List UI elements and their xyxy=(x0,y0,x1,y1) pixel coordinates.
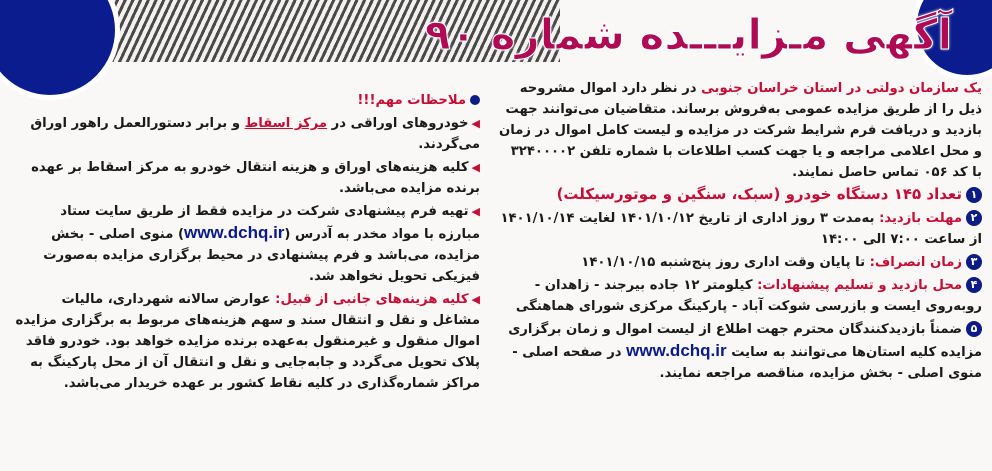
note-text: خودروهای اوراقی در xyxy=(327,116,469,131)
item-label: محل بازدید و تسلیم پیشنهادات: xyxy=(757,278,962,293)
note-text: ) منوی اصلی - بخش مزایده، می‌باشد و فرم پیشنهادی در محیط برگزاری مزایده به‌صورت فیزیکی تحویل نخواهد شد. xyxy=(43,227,480,284)
item-label: مهلت بازدید: xyxy=(879,211,962,226)
triangle-bullet-icon: ◀ xyxy=(471,117,480,130)
item-label: زمان انصراف: xyxy=(869,255,962,270)
decorative-circle-left xyxy=(0,0,120,100)
intro-org: یک سازمان دولتی در استان خراسان جنوبی xyxy=(701,81,982,96)
item-number: ۱ xyxy=(966,187,982,203)
item-number: ۲ xyxy=(966,210,982,226)
item-text: ضمناً بازدیدکنندگان محترم جهت اطلاع از لیست اموال و زمان برگزاری مزایده کلیه استان‌ها می‌توانند به سایت xyxy=(508,322,982,360)
list-item-1 xyxy=(497,184,982,206)
triangle-bullet-icon: ◀ xyxy=(471,205,480,218)
intro-paragraph xyxy=(497,78,982,183)
note-1 xyxy=(15,113,480,155)
right-column xyxy=(497,78,982,386)
website-link[interactable]: www.dchq.ir xyxy=(183,223,285,242)
item-number: ۴ xyxy=(966,277,982,293)
header-banner xyxy=(0,0,992,70)
item-number: ۵ xyxy=(966,321,982,337)
notes-heading xyxy=(15,90,480,111)
item-number: ۳ xyxy=(966,254,982,270)
bullet-icon xyxy=(470,95,480,105)
note-2 xyxy=(15,157,480,199)
intro-text: در نظر دارد اموال مشروحه ذیل را از طریق مزایده عمومی به‌فروش برساند. متقاضیان می‌توانند جهت بازدید و دریافت فرم شرایط شرکت در مزایده و لیست کامل اموال در زمان و محل اعلامی مراجعه و یا جهت کسب اطلاعات با شماره تلفن ۳۲۴۰۰۰۰۲ با کد ۰۵۶ تماس حاصل نمایند. xyxy=(499,81,982,180)
note-text: عوارض سالانه شهرداری، مالیات مشاغل و نقل و انتقال سند و سهم هزینه‌های مربوط به برگزاری مزایده اموال منقول و غیرمنقول به‌عهده برنده مزایده خواهد بود. خودرو فاقد پلاک تحویل می‌گردد و جابه‌جایی و نقل و انتقال آن از محل پارکینگ به مراکز شماره‌گذاری در کلیه نقاط کشور بر عهده خریدار می‌باشد. xyxy=(15,292,480,391)
item-text: به‌مدت ۳ روز اداری از تاریخ ۱۴۰۱/۱۰/۱۲ لغایت ۱۴۰۱/۱۰/۱۴ از ساعت ۷:۰۰ الی ۱۴:۰۰ xyxy=(500,211,982,247)
triangle-bullet-icon: ◀ xyxy=(471,161,480,174)
page-title: آگهی مـزایـــده شماره ۹۰ xyxy=(424,10,952,59)
note-label: کلیه هزینه‌های جانبی از قبیل: xyxy=(275,292,469,307)
list-item-5 xyxy=(497,319,982,384)
list-item-4 xyxy=(497,275,982,317)
triangle-bullet-icon: ◀ xyxy=(471,293,480,306)
item-label: تعداد ۱۴۵ دستگاه خودرو (سبک، سنگین و موتورسیکلت) xyxy=(556,185,962,203)
item-text: کیلومتر ۱۲ جاده بیرجند - زاهدان - روبه‌روی ایست و بازرسی شوکت آباد - پارکینگ مرکزی شورای هماهنگی xyxy=(515,278,982,314)
note-text: کلیه هزینه‌های اوراق و هزینه انتقال خودرو به مرکز اسقاط بر عهده برنده مزایده می‌باشد. xyxy=(31,160,480,196)
list-item-3 xyxy=(497,252,982,273)
note-4 xyxy=(15,289,480,394)
item-text-2: در صفحه اصلی - منوی اصلی - بخش مزایده، مناقصه مراجعه نمایند. xyxy=(512,345,982,381)
item-text: تا پایان وقت اداری روز پنج‌شنبه ۱۴۰۱/۱۰/۱۵ xyxy=(581,255,870,270)
notes-title: ملاحظات مهم!!! xyxy=(357,93,466,108)
website-link[interactable]: www.dchq.ir xyxy=(626,341,727,360)
note-text: تهیه فرم پیشنهادی شرکت در مزایده فقط از طریق سایت ستاد مبارزه با مواد مخدر به آدرس ( xyxy=(60,204,480,242)
note-3 xyxy=(15,201,480,287)
note-text: و برابر دستورالعمل راهور اوراق می‌گردند. xyxy=(30,116,480,152)
left-column xyxy=(15,90,480,396)
list-item-2 xyxy=(497,208,982,250)
note-highlight: مرکز اسقاط xyxy=(244,116,328,131)
